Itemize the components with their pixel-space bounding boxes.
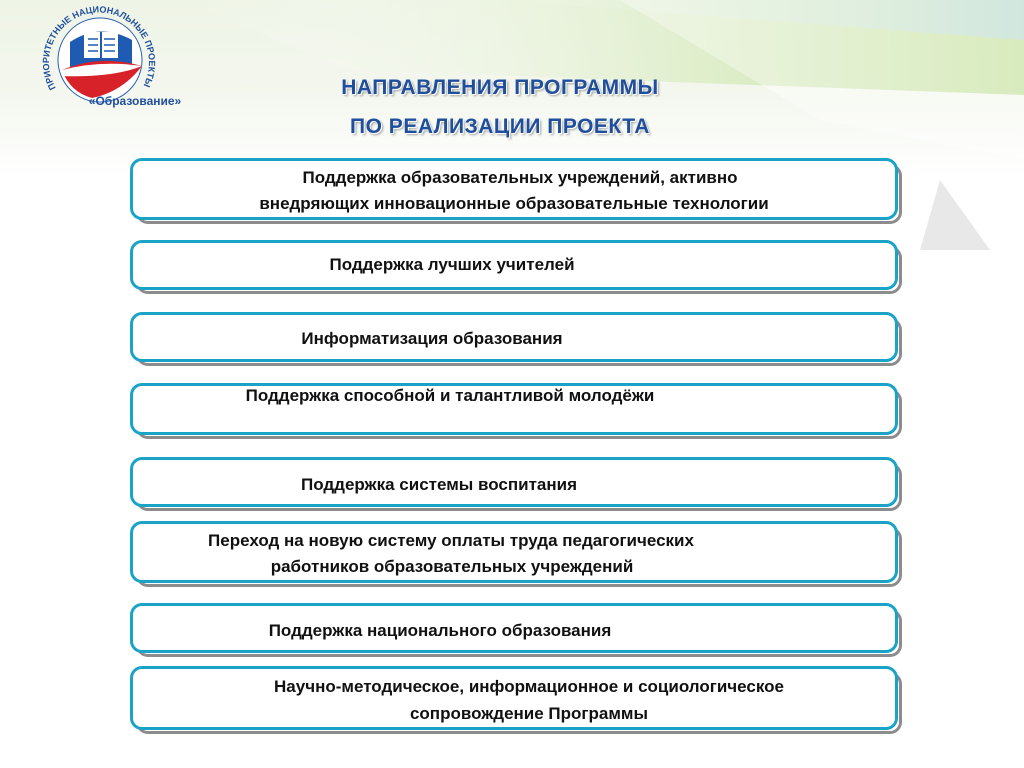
logo [32, 2, 200, 122]
program-item [130, 383, 898, 435]
logo-label: «Образование» [88, 94, 182, 108]
corner-decoration [920, 180, 990, 250]
program-item [130, 158, 898, 220]
program-item [130, 312, 898, 362]
program-item [130, 603, 898, 653]
logo-ring-text: ПРИОРИТЕТНЫЕ НАЦИОНАЛЬНЫЕ ПРОЕКТЫ [40, 4, 158, 92]
item-text-line2: внедряющих инновационные образовательные технологии [259, 194, 769, 213]
item-text-line1: Переход на новую систему оплаты труда педагогических [208, 531, 694, 550]
item-text-line1: Поддержка способной и талантливой молодёжи [245, 386, 655, 405]
page-title-line2: ПО РЕАЛИЗАЦИИ ПРОЕКТА [350, 115, 650, 138]
program-item [130, 521, 898, 583]
education-emblem-icon [32, 2, 200, 122]
item-text-line1: Научно-методическое, информационное и социологическое [274, 677, 784, 696]
program-item [130, 240, 898, 290]
item-text-line1: Поддержка системы воспитания [300, 475, 578, 494]
program-item [130, 666, 898, 730]
item-text-line1: Информатизация образования [301, 329, 563, 348]
item-text-line1: Поддержка национального образования [268, 621, 612, 640]
item-text-line2: сопровождение Программы [409, 704, 649, 723]
program-item [130, 457, 898, 507]
item-text-line1: Поддержка лучших учителей [329, 255, 575, 274]
page-title-line1: НАПРАВЛЕНИЯ ПРОГРАММЫ [341, 76, 659, 99]
item-text-line1: Поддержка образовательных учреждений, активно [302, 168, 738, 187]
item-text-line2: работников образовательных учреждений [270, 557, 634, 576]
